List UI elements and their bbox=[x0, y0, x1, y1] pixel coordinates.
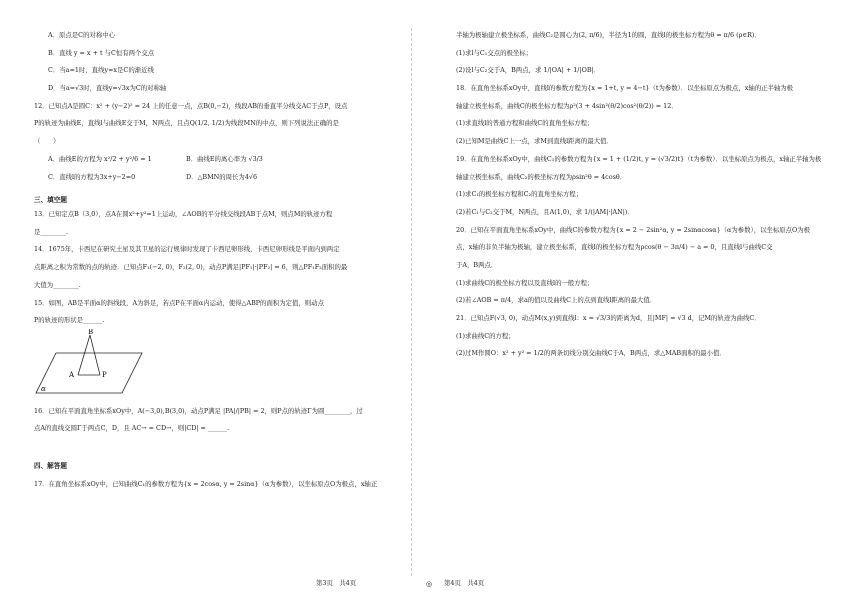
q17-line-1: 17．在直角坐标系xOy中，已知曲线C₁的参数方程为{x = 2cosα, y = 2sinα}（α为参数），以坐标原点O为极点，x轴正 bbox=[34, 479, 378, 488]
q19-line-1: 19．在直角坐标系xOy中，曲线C₁的参数方程为{x = 1 + (1/2)t, y = (√3/2)t}（t为参数）．以坐标原点为极点，x轴正半轴为极 bbox=[456, 154, 822, 163]
q18-part-1: (1)求直线l的普通方程和曲线C的直角坐标方程； bbox=[456, 119, 594, 128]
q13-line-1: 13．已知定点B（3,0），点A在圆x²+y²=1上运动，∠AOB的平分线交线段AB于点M，则点M的轨迹方程 bbox=[34, 210, 333, 219]
q20-part-2: (2)若∠AOB = π/4，求a的值以及曲线C上的点到直线l距离的最大值． bbox=[456, 296, 657, 305]
q17-part-2: (2)设l与C₂交于A，B两点，求 1/|OA| + 1/|OB|． bbox=[456, 66, 601, 75]
q16-line-2: 点A的直线交圆Γ于两点C，D，且 AC→ = CD→，则|CD| = ______. bbox=[34, 424, 230, 433]
question-12 bbox=[34, 103, 400, 181]
q11-option-b: B．直线 y = x + t 与C恒有两个交点 bbox=[48, 48, 155, 57]
right-column bbox=[456, 32, 822, 358]
q18-part-2: (2)已知M是曲线C上一点，求M到直线l距离的最大值． bbox=[456, 137, 613, 146]
question-11-options bbox=[34, 32, 400, 93]
q16-line-1: 16．已知在平面直角坐标系xOy中，A(−3,0),B(3,0)，动点P满足 |PA|/|PB| = 2，则P点的轨迹Γ为圆________，过 bbox=[34, 406, 363, 415]
column-divider bbox=[411, 28, 412, 576]
q20-line-3: 于A，B两点． bbox=[456, 260, 498, 269]
q20-line-2: 点，x轴的非负半轴为极轴，建立极坐标系，直线l的极坐标方程为ρcos(θ − 3π/4) − a = 0，且直线l与曲线C交 bbox=[456, 243, 773, 252]
q12-line-2: P的轨迹为曲线E，直线l与曲线E交于M，N两点，且点Q(1/2, 1/2)为线段MN的中点，则下列说法正确的是 bbox=[34, 119, 339, 128]
page-number-left: 第3页 共4页 bbox=[316, 579, 357, 587]
q19-part-2: (2)若C₁与C₂交于M，N两点，且A(1,0)，求 1/(|AM|·|AN|)． bbox=[456, 207, 634, 216]
q14-line-3: 大值为________. bbox=[34, 280, 81, 289]
label-b: B bbox=[88, 328, 94, 336]
label-a: A bbox=[69, 370, 75, 379]
q20-part-1: (1)求曲线C的极坐标方程以及直线l的一般方程； bbox=[456, 278, 594, 287]
plane-figure-svg bbox=[34, 329, 164, 399]
q12-option-c: C．直线l的方程为3x+y−2=0 bbox=[48, 172, 136, 181]
q11-option-a: A．原点是C的对称中心 bbox=[48, 31, 116, 39]
q11-option-d: D．当a=√3时，直线y=√3x为C的对称轴 bbox=[48, 84, 167, 93]
q12-line-1: 12．已知点A是圆C：x² + (y−2)² = 24 上的任意一点，点B(0,−2)，线段AB的垂直平分线交AC于点P，设点 bbox=[34, 101, 348, 110]
q17-line-2: 半轴为极轴建立极坐标系，曲线C₂是圆心为(2, π/6)，半径为1的圆，直线l的极坐标方程为θ = π/6 (ρ∈R)． bbox=[456, 31, 761, 39]
q18-line-2: 轴建立极坐标系，曲线C的极坐标方程为ρ²(3 + 4sin²(θ/2)cos²(θ/2)) = 12． bbox=[456, 101, 678, 110]
section-fill-in-blanks-heading: 三、填空题 bbox=[34, 196, 67, 205]
q12-option-b: B．曲线E的离心率为 √3/3 bbox=[186, 154, 263, 163]
q15-line-2: P的轨迹的形状是______. bbox=[34, 316, 105, 325]
q12-option-d: D．△BMN的周长为4√6 bbox=[186, 172, 258, 181]
q14-line-2: 点距离之积为常数的点的轨迹．已知点F₁(−2, 0)，F₂(2, 0)，动点P满足|PF₁|·|PF₂| = 6，则△PF₁F₂面积的最 bbox=[34, 263, 348, 272]
segment-bp bbox=[90, 335, 100, 375]
q19-part-1: (1)求C₁的极坐标方程和C₂的直角坐标方程； bbox=[456, 190, 583, 199]
q21-part-2: (2)过M作圆O：x² + y² = 1/2的两条切线分别交曲线C于A，B两点，求△MAB面积的最小值． bbox=[456, 349, 726, 358]
q12-option-a: A．曲线E的方程为 x²/2 + y²/6 = 1 bbox=[48, 154, 152, 163]
q15-line-1: 15．如图，AB是平面α的斜线段，A为斜足，若点P在平面α内运动，使得△ABP的面积为定值，则动点 bbox=[34, 298, 324, 307]
q21-line-1: 21．已知点F(√3, 0)，动点M(x,y)到直线l：x = √3/3的距离为d，且|MF| = √3 d，记M的轨迹为曲线C． bbox=[456, 314, 761, 322]
page-number-right: 第4页 共4页 bbox=[444, 579, 485, 587]
question-14 bbox=[34, 246, 400, 289]
question-16 bbox=[34, 408, 400, 433]
question-20 bbox=[456, 227, 822, 305]
q13-line-2: 是________. bbox=[34, 227, 68, 236]
question-19 bbox=[456, 156, 822, 217]
q14-line-1: 14．1675年，卡西尼在研究土星及其卫星的运行规律时发现了卡西尼卵形线，卡西尼卵形线是平面内到两定 bbox=[34, 245, 340, 254]
question-18 bbox=[456, 85, 822, 146]
label-p: P bbox=[102, 370, 107, 379]
question-21 bbox=[456, 315, 822, 358]
plane-figure bbox=[34, 329, 400, 402]
section-solutions-heading: 四、解答题 bbox=[34, 461, 67, 470]
q19-line-2: 轴建立极坐标系，曲线C₂的极坐标方程为ρsin²θ = 4cosθ． bbox=[456, 172, 627, 181]
question-15 bbox=[34, 300, 400, 325]
question-17-continued bbox=[456, 32, 822, 75]
circle-bullet-icon: ◎ bbox=[426, 580, 433, 588]
left-column bbox=[34, 32, 400, 489]
q11-option-c: C．当a=1时，直线y=x是C的渐近线 bbox=[48, 66, 154, 75]
q18-line-1: 18．在直角坐标系xOy中，直线l的参数方程为{x = 1+t, y = 4−t}（t为参数）．以坐标原点为极点，x轴的正半轴为极 bbox=[456, 84, 794, 93]
segment-ab bbox=[78, 335, 90, 375]
plane-alpha-shape bbox=[36, 353, 142, 393]
label-alpha: α bbox=[41, 384, 46, 393]
q20-line-1: 20．已知在平面直角坐标系xOy中，曲线C的参数方程为{x = 2 − 2sin²α, y = 2sinαcosα}（α为参数），以坐标原点O为极 bbox=[456, 225, 811, 234]
question-13 bbox=[34, 211, 400, 236]
q21-part-1: (1)求曲线C的方程； bbox=[456, 331, 515, 340]
q12-line-3: （ ） bbox=[34, 137, 60, 146]
q17-part-1: (1)求l与C₁交点的极坐标； bbox=[456, 48, 533, 57]
